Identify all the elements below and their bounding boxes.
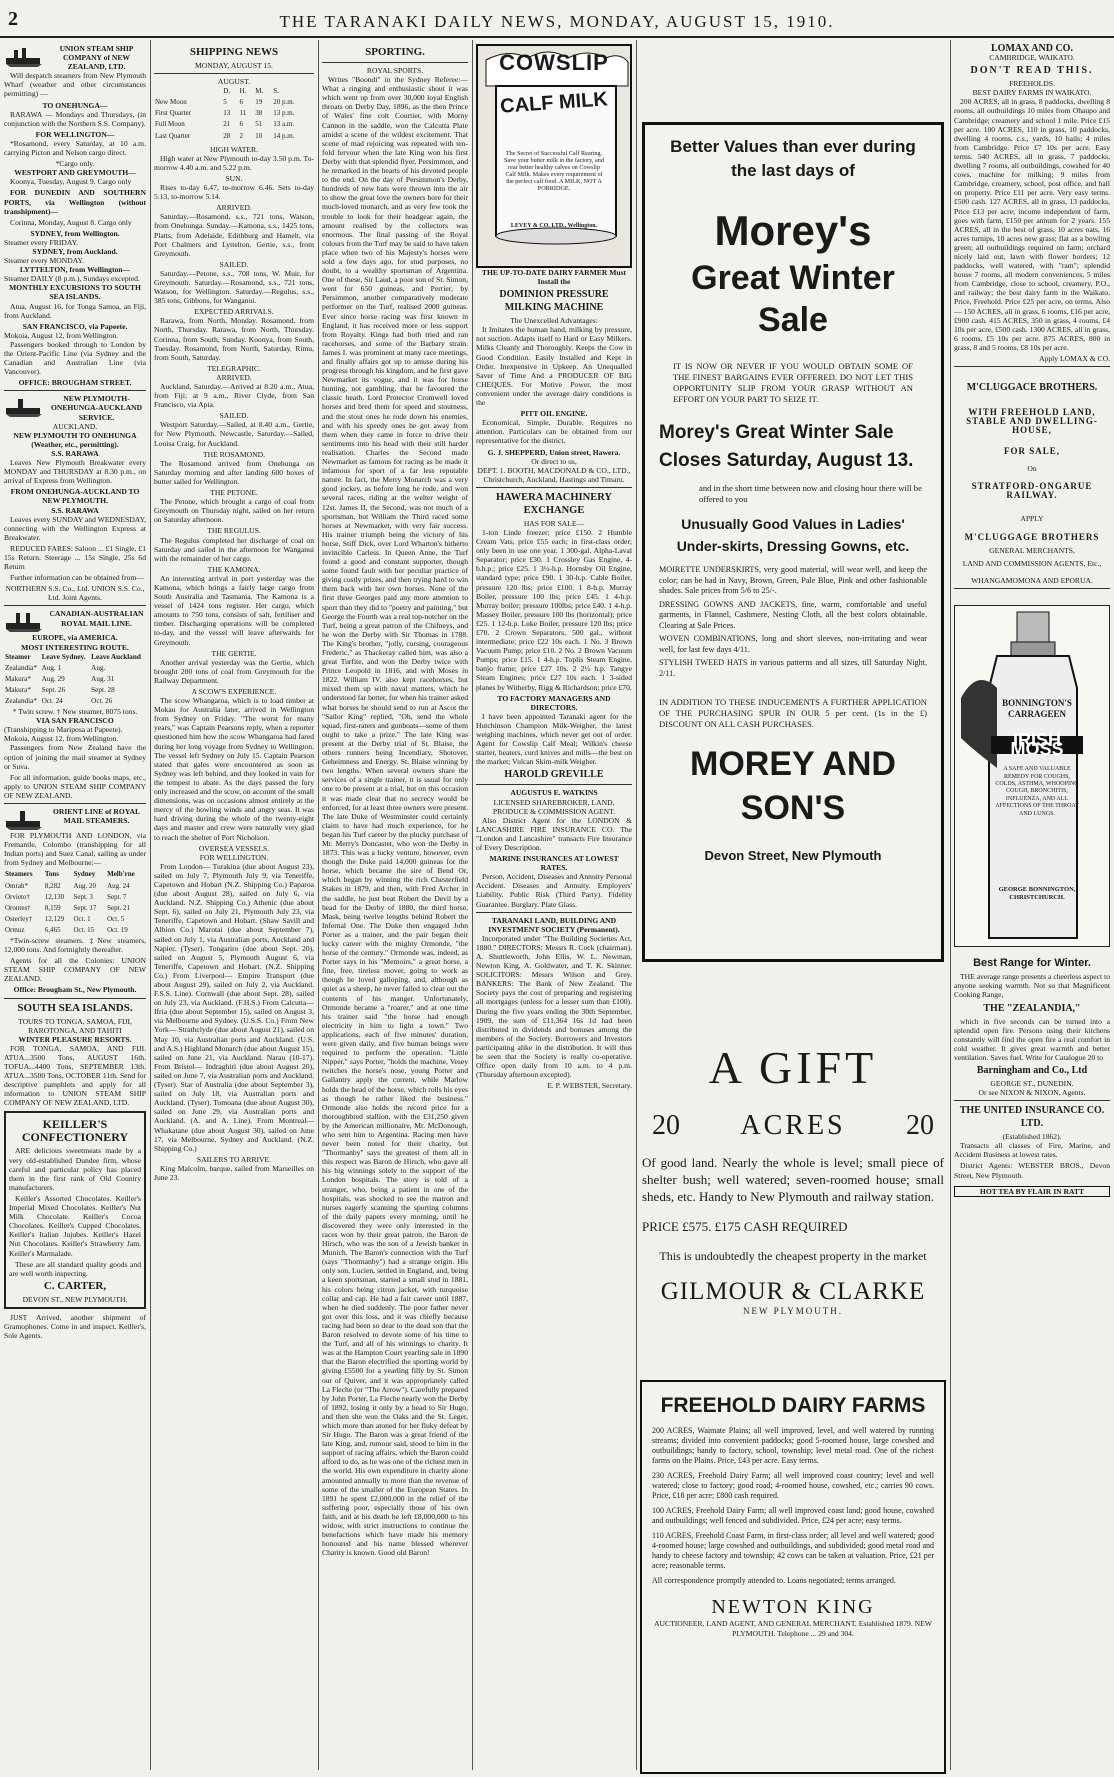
ad-sub: The Unexcelled Advantages: [510,316,598,326]
table-cell: Osterley† [5,914,33,923]
section-text: Westport Saturday.—Sailed, at 8.40 a.m., Gertie, for New Plymouth. Newcastle, Saturday.—Sailed, Louisa Craig, for Auckland. [154,420,314,448]
canadian-schedule-table [4,652,146,707]
union-heading: UNION STEAM SHIP COMPANY of NEW ZEALAND, LTD. [59,44,134,72]
table-cell: Makura* [5,685,31,694]
route-heading: WESTPORT AND GREYMOUTH— [14,168,136,178]
route-text: RARAWA — Mondays and Thursdays, (in conjunction with the Northern S.S. Company). [4,109,146,128]
morey-item: WOVEN COMBINATIONS, long and short sleeves, non-irritating and wear well, for last few days 4/11. [659,634,927,654]
section-heading: ARRIVED. [216,372,252,382]
article-title: ROYAL SPORTS. [366,66,424,75]
best-range-heading: Best Range for Winter. [973,957,1091,970]
office-address: OFFICE: BROUGHAM STREET. [18,378,132,388]
fares: REDUCED FARES: Saloon ... £1 Single, £1 15s Return. Steerage ... 15s Single, 25s 6d Return [4,543,146,572]
cowslip-brand: COWSLIP [499,50,609,75]
united-insurance-heading: THE UNITED INSURANCE CO. LTD. [959,1105,1105,1130]
table-header: Sydney [73,870,96,879]
table-cell: Sept. 28 [91,685,115,694]
table-cell: 19 [255,98,263,107]
month-heading: AUGUST. [217,77,251,87]
table-cell: Aug. 1 [41,663,62,672]
table-cell: 11 [239,109,247,118]
carter-name: C. CARTER, [43,1279,107,1292]
table-row [4,674,146,685]
route-text: For all information, guide books maps, etc., apply to UNION STEAM SHIP COMPANY OF NEW ZEALAND. [4,772,146,800]
section-text: King Malcolm, barque, sailed from Marseilles on June 23. [154,1163,314,1182]
table-cell: Aug. 20 [73,881,97,890]
table-header-row [4,652,146,663]
table-header: Melb'rne [107,870,135,879]
route-text: (Transhipping to Mariposa at Papeete). [4,725,123,735]
section-heading: HIGH WATER. [210,144,258,154]
bonnington-maker: GEORGE BONNINGTON, CHRISTCHURCH. [998,886,1076,902]
morey-intro: IT IS NOW OR NEVER IF YOU WOULD OBTAIN SOME OF THE FINEST BARGAINS EVER OFFERED. DO NOT LET THIS OPPORTUNITY SLIP FROM YOUR GRASP WITHOUT AN EFFORT ON YOUR PART TO SEIZE IT. [673,361,913,404]
dont-read-heading: DON'T READ THIS. [970,65,1094,77]
table-cell: Zealandia* [5,663,37,672]
table-cell: 2 [239,131,243,140]
ad-text: It Imitates the human hand, milking by pressure, not suction. Adapts itself to Hard or Easy Milkers. Milks Cleanly and Thoroughly. Keeps the Cow in Good Condition. Easily Installed and Kept in Order. Inexpensive in Upkeep. An Unequalled Saver of Time And a PRODUCER OF BIG CHEQUES. For Motive Power, the most convenient under the average dairy conditions is the [476,325,632,408]
farm-listing: 100 ACRES, Freehold Dairy Farm; all well improved coast land; good house, cowshed and outbuildings; well fenced and subdivided. Price, £24 per acre; easy terms. [652,1506,934,1525]
column-sporting [318,40,472,1770]
morey-item: DRESSING GOWNS AND JACKETS, fine, warm, comfortable and useful garments, in Flannel, Cashmere, Nesting Cloth, all the best colors obtainable. Clearing at Sale Prices. [659,599,927,630]
route-text: Further information can be obtained from— [10,573,144,583]
section-text: Rises to-day 6.47, to-morrow 6.46. Sets to-day 5.13, to-morrow 5.14. [154,183,314,202]
table-cell: Oct. 19 [107,925,128,934]
table-cell: 13 p.m. [273,109,295,118]
table-header [154,86,222,97]
vessel-name: S.S. RARAWA [51,505,99,515]
lomax-listings: 200 ACRES, all in grass, 8 paddocks, dwelling 8 rooms, all outbuildings 10 miles from Ohaupo and Cambridge; creamery and school 1 mile. Price £15 per acre. 100 ACRES, 110 in grass, 10 paddocks, dwelling 4 rooms, c.s., yards, 10 bails; 4 miles from Cambridge. Price £7 10s per acre. Easy terms. 540 ACRES, all in grass, 7 paddocks, dwelling 7 rooms, all outbuildings, cowshed for 40 cows, machine for milking; 9 miles from Cambridge, creamery, school, post office, and hall on property. Price £11 per acre. Very easy terms. £500 cash. 127 ACRES, all in grass, 13 paddocks, Price £13 per acre; income independent of farm, goes with farm, £150 per annum for 2 years. 155 ACRES, all in the best of grass, 10 acres oats, 16 acres turnips, 10 acres new grass; flat as a bowling green; all outbuildings required on farm; orchard nicely laid out, lawn with flower borders; 12 paddocks, well watered, with "ram"; splendid house 7 rooms, all modern conveniences, 5 miles from Cambridge, close to school, creamery, P.O., and railway; the best dairy farm in the Waikato. Price, Freehold. Price £25 per acre, on terms. Also— 150 ACRES, all in grass, 6 rooms, £16 per acre, £900 cash. 415 ACRES, 350 in grass, 4 rooms, £4 10s per acre, £500 cash. 1300 ACRES, all in grass, 6 rooms, £5 10s per acre. 875 ACRES, 800 in grass, 8 and 5 rooms, £8 10s per acre. [954,97,1110,352]
table-cell: 5 [223,98,227,107]
ad-text: GENERAL MERCHANTS, [989,545,1075,555]
table-cell: 20 p.m. [273,98,295,107]
note: *Cargo only. [55,159,95,169]
table-cell: 6,465 [44,925,61,934]
ad-text: APPLY [1020,513,1044,523]
section-heading: SUN. [225,173,243,183]
table-row [4,892,146,903]
gift-cheapest: This is undoubtedly the cheapest property in the market [659,1249,927,1263]
newton-king-sub: AUCTIONEER, LAND AGENT, AND GENERAL MERCHANT, Established 1879. NEW PLYMOUTH. Telephone ... 29 and 304. [654,1619,932,1638]
table-cell: Last Quarter [155,131,191,140]
gift-acres-number: 20 [652,1110,680,1141]
route-text: Leaves every SUNDAY and WEDNESDAY, connecting with the Wellington Express at Breakwater. [4,514,146,542]
line-heading: CANADIAN-AUSTRALIAN ROYAL MAIL LINE. [49,609,144,628]
society-text: Incorporated under "The Building Societies Act, 1880." DIRECTORS: Messrs R. Cock (chairman), A. Shuttleworth, John Ellis, W. L. Newman, Newton King, A. Goldwater, and T. K. Skinner. SOLICITORS: Messrs Wilson and Grey. BANKERS: The Bank of New Zealand. The Society pays the cost of preparing and registering all mortgages (unless for a lesser sum than £100). During the five years ending the 30th September, 1909, the sum of £11,364 16s 1d had been distributed in dividends and bonuses among the members of the Society. Borrowers and Investors participating alike in the distribution. It will thus be seen that the Society is really co-operative. Office open daily from 10 a.m. to 4 p.m. (Thursday afternoon excepted). [476,933,632,1080]
steamship-icon [4,44,44,68]
table-header: D. [223,87,231,96]
morey-item: STYLISH TWEED HATS in various patterns and all sizes, till Saturday Night, 2/11. [659,658,927,678]
tours-text: TOURS TO TONGA, SAMOA, FIJI, RAROTONGA, AND TAHITI [18,1016,132,1035]
table-cell: 8,282 [44,881,61,890]
table-cell: Orontes† [5,903,31,912]
watkins-name: AUGUSTUS E. WATKINS [510,788,598,798]
section-heading: SAILERS TO ARRIVE. [196,1154,272,1164]
section-heading: SAILED. [219,411,249,421]
hot-tea-footer: HOT TEA BY FLAIR IN RATT [954,1186,1110,1197]
section-heading: SAILED. [219,259,249,269]
vessel-name: S.S. RARAWA [51,448,99,458]
route-text: Corinna, Monday, August 8. Cargo only [10,217,132,227]
route-heading: WINTER PLEASURE RESORTS. [18,1034,132,1044]
table-row [154,119,314,130]
morey-name: Morey's [714,207,872,254]
ad-sub: LICENSED SHAREBROKER, LAND, PRODUCE & COMMISSION AGENT. [492,797,616,816]
table-cell: Aug. 29 [41,674,65,683]
table-cell: Orvieto† [5,892,30,901]
table-row [4,881,146,892]
united-agents: District Agents: WEBSTER BROS., Devon Street, New Plymouth. [954,1161,1110,1180]
irish-moss-ad [954,605,1110,947]
range-text: THE average range presents a cheerless aspect to anyone seeking warmth. Not so that Magnificent Cooking Range, [954,972,1110,1000]
route-heading: NEW PLYMOUTH TO ONEHUNGA (Weather, etc., permitting). [13,430,137,449]
table-cell: Aug. [91,663,106,672]
lomax-apply: Apply LOMAX & CO. [1039,354,1110,363]
gift-acres-line [652,1110,934,1142]
ad-sub: FREEHOLDS. [1009,79,1055,89]
table-cell: 6 [239,120,243,129]
ad-sub: BEST DAIRY FARMS IN WAIKATO. [972,88,1092,98]
keiller-items: Keiller's Assorted Chocolates. Keiller's Imperial Mixed Chocolates. Keiller's Nut Milk Chocolate. Keiller's Cocoa Chocolates. Keiller's Cupped Chocolates. Keiller's Italian Jujubes. Keiller's Hazel Nut Chocolates. Keiller's Strawberry Jam. Keiller's Marmalade. [9,1193,141,1258]
freehold-title: FREEHOLD DAIRY FARMS [660,1394,926,1417]
section-text: The Rosamond arrived from Onehunga on Saturday morning and after landing 600 boxes of butter sailed for Wellington. [154,458,314,486]
morey-discount: IN ADDITION TO THESE INDUCEMENTS A FURTHER APPLICATION OF THE PURCHASING SPUR IN OUR 5 per cent. (1s in the £) DISCOUNT ON ALL CASH PURCHASES. [659,697,927,729]
table-notes: *Twin-screw steamers. ‡New steamers, 12,000 tons. And fortnightly thereafter. [4,935,146,955]
table-cell: 13 a.m. [273,120,295,129]
farm-listing: 200 ACRES, Waimate Plains; all well improved, level, and well watered by running streams; divided into convenient paddocks; good 5-roomed house, large cowshed and outbuildings; handy to factory, school, township; level metal road. One of the richest farms on the Plains. Price, £43 per acre. Easy terms. [652,1426,934,1465]
table-cell: Full Moon [155,120,185,129]
route-text: Atua, August 16, for Tonga Samoa, an Fiji, from Auckland. [4,301,146,320]
table-row [4,914,146,925]
table-row [4,925,146,936]
ad-text: On [1027,464,1037,474]
section-text: Saturday.—Petone, s.s., 708 tons, W. Muir, for Greymouth. Saturday.—Rosamond, s.s., 721 tons, Watson, for Wellington. Saturday.—Regulus, s.s., 385 tons, Gibbons, for Wanganui. [154,268,314,306]
moon-phases-table [154,86,314,141]
table-header-row [4,869,146,880]
freehold-farms-ad [640,1380,946,1774]
newton-king: NEWTON KING [711,1596,875,1618]
cowslip-product: CALF MILK [499,88,609,118]
ad-text: M'CLUGGAGE BROTHERS [964,531,1100,542]
gift-price: PRICE £575. £175 CASH REQUIRED [642,1219,848,1234]
table-cell: 51 [255,120,263,129]
morey-item: MOIRETTE UNDERSKIRTS, very good material, will wear well, and keep the color; can be had in Navy, Brown, Green, Pale Blue, Pink and other fashionable shades. Sale prices from 5/6 to 25/-. [659,565,927,595]
table-cell: 8,159 [44,903,61,912]
route-heading: VIA SAN FRANCISCO [36,716,114,726]
table-notes: * Twin screw. † New steamer, 8075 tons. [12,707,138,717]
ad-text: Or direct to us, [531,456,577,466]
section-heading: THE REGULUS. [207,526,261,536]
south-sea-heading: SOUTH SEA ISLANDS. [17,1001,133,1014]
table-row [154,108,314,119]
table-header: Leave Sydney. [41,652,86,661]
ad-text: WHANGAMOMONA AND EPORUA. [971,576,1093,586]
route-heading: EUROPE, via AMERICA. [32,633,118,643]
service-heading: NEW PLYMOUTH-ONEHUNGA-AUCKLAND SERVICE. [50,394,143,422]
route-text: Koonya, Tuesday, August 9. Cargo only [10,177,132,187]
table-cell: Ormuz [5,925,25,934]
section-text: The scow Whangaroa, which is to load timber at Mokau for Australia later, arrived in Wellington from Sydney on Friday. "The worst for many years," was Captain Pearsons reply, when a reporter questioned him how the scow Whangaroa had fared during her long voyage from Sydney to Wellington. The vessel left Sydney on July 15. Captain Pearson stated that gales were encountered as soon as Sydney was left behind, and they looked in vain for the tempest to abate. As the days passed the fury only increased and the scow, on account of the small dimensions, was on occasions almost entirely at the mercy of the howling winds and angry seas. It was hard driving during the whole of the twenty-eight days and master and crew were naturally very glad to reach the shelter of Port Nicholson. [154,696,314,842]
ad-sub: HAS FOR SALE— [523,518,585,528]
irish-moss-title: IRISH MOSS [991,736,1083,754]
route-heading: FOR WELLINGTON— [35,129,115,139]
section-text: The Petone, which brought a cargo of coal from Greymouth on Thursday night, sailed on her return on Saturday afternoon. [154,497,314,525]
route-heading: LYTTELTON, from Wellington— [19,265,131,275]
barningham-name: Barningham and Co., Ltd [976,1064,1088,1076]
hawera-items: 1-ton Linde freezer; price £150. 2 Humble Cream Vats, price £55 each; in first-class order; only been in use one year. 1 300-gal. Alpha-Laval Separator; price £30. 1 Crossley Gas Engine, 4-b.h.p.; price £25. 1 3½-h.p. Hornsby Oil Engine, standard type; price £90. 1 30-h.p. Cable Boiler, pressure 120 lbs; price £100. 1 8-h.p. Murray Boiler, pressure 100 lbs; price £45. 1 4-h.p. Murray boiler; pressure 100lbs; price £40. 1 4-h.p. Massey Boiler, pressure 100 lbs (horizontal); price £25. 1 12-h.p. Luke Boiler, pressure 120 lbs; price £70. 2 Crown Separators, 500 gal., without intermediate; price £22 10s each. 1 No. 3 Brown Vacuum Pump; price £10. 2 No. 2 Brown Vacuum Pumps; price £15. 1 4-h.p. Toplis Steam Engine, banjo frame; price £27 10s. 2 2½ h.p. Tangye Steam Engines; price £27 10s each. 1 3-sided planes by Witherby, Rigg & Richardson; price £70. [476,527,632,692]
morey-address: Devon Street, New Plymouth [704,848,882,863]
route-text: Passengers from New Zealand have the option of joining the mail steamer at Sydney or Suva. [4,743,146,771]
column-shipping-news [150,40,318,1770]
table-cell: First Quarter [155,109,191,118]
keiller-foot: These are all standard quality goods and are well worth inspecting. [9,1259,141,1278]
route-heading: SYDNEY, from Auckland. [32,246,118,256]
table-row [4,663,146,674]
irish-moss-text: A SAFE AND VALUABLE REMEDY FOR COUGHS, COLDS, ASTHMA, WHOOPING COUGH, BRONCHITIS, INFLUENZA, AND ALL AFFECTIONS OF THE THROAT AND LUNGS. [995,766,1079,817]
table-header: Tons [44,870,60,879]
table-cell: 6 [239,98,243,107]
page-number: 2 [8,8,18,30]
table-cell: Sept. 21 [107,903,131,912]
table-cell: Aug. 24 [107,881,130,890]
cowslip-ad [476,44,632,268]
table-cell: Aug. 31 [91,674,115,683]
cowslip-tin-text: The Secret of Successful Calf Rearing. Save your butter milk in the factory, and rear better healthy calves on Cowslip Calf Milk. Makes every requirement of the perfect calf food. A MILK, NOT A PORRIDGE. [504,150,604,192]
section-heading: ARRIVED. [216,203,252,213]
steamship-icon [4,807,44,831]
table-cell: Oct. 1 [73,914,91,923]
section-heading: OVERSEA VESSELS. [198,843,270,853]
zealandia-text: which in five seconds can be turned into a splendid open fire. Persons using their kitchens constantly will find the open fire a real comfort in cold weather. It gives great warmth and better ventilation. Saves fuel. Write for Catalogue 20 to [954,1016,1110,1062]
steamship-icon [4,394,44,418]
route-text: FOR PLYMOUTH AND LONDON, via Fremantle, Colombo (transhipping for all Indian ports) and Suez Canal, sailing as under from Sydney and Melbourne:— [4,831,146,868]
route-text: FOR TONGA, SAMOA, AND FIJI. ATUA...3500 Tons, AUGUST 16th. TOFUA...4400 Tons, SEPTEMBER 13th. ATUA...3500 Tons, OCTOBER 11th. Send for descriptive pamphlets and apply for all information to UNION STEAM SHIP COMPANY OF NEW ZEALAND, LTD. [4,1043,146,1108]
route-heading: SAN FRANCISCO, via Papeete. [22,321,128,331]
table-cell: Sept. 17 [73,903,97,912]
section-heading: THE PETONE. [210,488,258,498]
cowslip-maker: LEVEY & CO. LTD., Wellington. [510,223,598,229]
route-heading: SYDNEY, from Wellington. [30,228,120,238]
table-row [154,131,314,142]
table-cell: 28 [223,131,231,140]
article-body: Writes "Boondi" in the Sydney Referee:—What a ringing and enthusiastic shout it was which went up from over 30,000 loyal English throats on Derby Day, 1896, as the then Prince of Wales' fine colt Courtier, with Morny Cannon in the saddle, won the Calcutta Plate amidst a scene of the wildest excitement. That scene of mad rejoicing was repeated with ten-fold fervour when the late King won his first Derby with that splendid flyer, Persimmon, and he remarked in the hearts of his devoted people to the end. On the day of Persimmon's Derby, hundreds of new hats were thrown into the air to show the great love the owners bore for their much-loved monarch, and as very few took the trouble to look for their headgear again, the amount realised by the collectors was enormous. The final passing of the Royal colours from the Turf may be said to have taken place when two of his Majesty's horses were sold a few days ago, for stud purposes, no doubt, to a wealthy sportsman of Argentina. One of these, Sir Laud, a poor son of St. Simon, went for 650 guineas, and Perrier, by Persimmon, another comparatively moderate performer on the Turf, realised 2000 guineas. Ever since horse racing was first known in England, it has received more or less support from Royalty. Kings had both tried and ran racehorses, and some of the Barbary strain. James I. was prominent at many race meetings, and finally affairs got up to amuse during his progress through his kingdom, and he first gave Newmarket its vogue, and it was for horse hunting, not gambling, that he favoured the classic heath. Lord Protector Cromwell loved horses and bred them for speed and stoutness, and the stout ones he rode down his enemies, and with his speedy ones he got away from them when they came in force to drive their sentiments into his head with their still harder realisation. Charles the Second made Newmarket as famous for racing as he made it infamous for sport of a far less reputable nature. In fact, the Merry Monarch was a very good jockey, as before long he rode, and won several races, riding at the welter weight of 12st. James II, the Second, was not much of a sportsman, but William the Third raced some horses at Newmarket, with very fair success. His trainer triumph being the victory of his horse, Stiff Dick, over Lord Wharton's hitherto invincible Carless. In Queen Anne, the Turf found a good and constant supporter, though some found fault with her peculiar practice of giving costly prizes, and then trying hard to win them back with her own horses. None of the first three Georges paid any more attention to sport than they did to "poetry and painting," but George the Fourth was a real top-notcher on the Turf, being a great patron of the Chifneys, and he won the Derby with Sir Thomas in 1788. The King's brother, "jolly, cursing, courageous Frederic," as Thackeray called him, was also a great Turfite, and won the Derby twice with Prince Leopold in 1816, and with Moses in 1822. William IV. also kept racehorses, but mixed them up with naval matters, which he understood far better, for when his trainer asked what horses he should send to run at Ascot the "Sailor King" replied, "Oh, send the whole squad, first-raters and gunboats—some of them ought to take a prize." The late King was present at the Derby trial of St. Blaise, the others runners being Incendiary, Shotover, Geheimness and Energy. St. Blaise winning by two lengths. When several owners share the services of a single trainer, it is usual for only one to be present at a trial, but on this occasion it was made clear that no secrecy would be enforced, for at least three owners were present. The late Duke of Westminster could certainly claim to have had much experience, for he began his Turf career by the plucky purchase of Mr. Merry's Doncaster, who won the Derby in 1873. This was a lucky venture, however, even though the Duke paid 14,000 guineas for the horse, which became the sire of Bend Or, which began by winning the rich Chesterfield Stakes in 1879, and then, with Fred Archer in the saddle, he just beat Robert the Devil by a head for the Derby of 1880, the third horse, Mask, being twelve lengths behind Robert the Infernal One. The Duke then engaged John Porter as a trainer, and the pair began their lucky career with the mighty Ormonde, "the horse of the century." Ormonde was, indeed, as Porter says in his "Memoirs," a great horse, a fine, free, tireless mover, going to work as though he loved galloping, and, although as quiet as a sheep, he never failed to clear out the contents of his manger. Unfortunately, Ormonde became a "roarer," and at one time his trainer said "the horse had enough electricity in him to light a town." Two applications, each of five minutes' duration, were given daily, and five human beings were required to perform the operation. "Little Nipper," says Porter, "holds the machine, Vesey twitches the horse's nose, young Porter and Gallantry apply the current, while Marlow holds the head of the horse, which rolls his eyes as though he rather liked the business." Ormonde also holds the record price for a thoroughbred stallion, with the £31,250 given by the American millionaire, Mr. McDonough, who sent him to Argentina. Racing men have never been noted for their charity, but "Thormanby" says the greatest of them all in this respect was Baron de Hirsch, who gave all his big winnings solely to the support of the London hospitals. The story is told of a stranger, who, being a patient in one of the hospitals, was shocked to see the matron and nurses eagerly scanning the sporting columns of the daily papers every morning, until he discovered they were only interested in the races won by their great patron, the Baron de Hirsch, who was the son of a Jewish banker in Munich. The Baron's connection with the Turf (says "Thormanby") had a strange origin. His only son, Lucien, settled in England, and, being a keen sportsman, started a small stud in 1881, his colors being citron jacket, with turquoise collar and cap. He had a fair career until 1887, when he died suddenly. The poor father never got over this loss, and it was chiefly because racing had been so dear to the dead son that the Baron resolved to devote some of his time to the Turf, and all of his winnings to charity. It was at the Hampton Court yearling sale in 1890 that the Baron electrified the sporting world by giving £5500 for a yearling filly by St. Simon out of Quiver, and it was appropriately called La Fleche (or "The Arrow"). Carefully prepared by John Porter, La Fleche nearly won the Derby of 1892, losing it only by a head to Sir Hugo, and then she won the Oaks and the St. Leger, which more than atoned for her fluky defeat by Sir Hugo. The Baron was a great friend of the late King, and, rumour said, stood to him in the support of racing affairs, which the Baron could afford to do, as he was one of the richest men in the world. His own expenditure in charity alone amounted annually to more than the revenue of some of the smaller of the European States. In 1891 he spent £2,000,000 in the relief of the suffering poor, especially those of his own faith, and at his death he left £8,000,000 to his widow, with strict instructions to continue the benefactions which have made his memory honoured and his name blessed wherever Charity is known. Good old Baron! [322,75,468,1558]
table-cell: Oct. 5 [107,914,125,923]
column-dairy-ads [472,40,636,1770]
company-name: DEPT. 1. BOOTH, MACDONALD & CO., LTD., Christchurch, Auckland, Hastings and Timaru. [477,465,631,484]
route-text: Mokoia, August 12, from Wellington. [4,330,119,340]
mcluggage-heading: M'CLUGGACE BROTHERS. [966,382,1098,394]
morey-values-heading: Unusually Good Values in Ladies' Under-skirts, Dressing Gowns, etc. [676,516,910,554]
table-header: M. [255,87,264,96]
column-right-ads [950,40,1114,1770]
route-heading: MOST INTERESTING ROUTE. [21,642,129,652]
sporting-heading: SPORTING. [365,46,425,58]
table-cell: 21 [223,120,231,129]
gift-ad [642,1040,944,1320]
table-cell: Zealandia* [5,697,37,705]
section-text: High water at New Plymouth to-day 3.50 p.m. To-morrow 4.40 a.m. and 5.22 p.m. [154,153,314,172]
service-sub: AUCKLAND. [52,421,98,431]
office-address: Office: Brougham St., New Plymouth. [13,985,137,995]
table-header: S. [273,87,279,96]
section-heading: TELEGRAPHIC. [207,363,261,373]
morey-better-values: Better Values than ever during the last days of [670,137,916,180]
gift-acres-label: ACRES [740,1110,846,1141]
table-cell: 13 [223,109,231,118]
farm-listing: 110 ACRES, Freehold Coast Farm, in first-class order; all level and well watered; good 4-roomed house; large cowshed and outbuildings, and subdivided; good metal road and handy to cheese factory and township; 42 cows can be taken at valuation. Price, £21 per acre; reasonable terms. [652,1531,934,1570]
table-cell: Sept. 7 [107,892,127,901]
table-row [4,696,146,707]
established: (Established 1862). [1002,1132,1062,1142]
ad-text: I have been appointed Taranaki agent for the Hutchinson Champion Milk-Weigher, the latest weighing machines, which never get out of order. Agent for Cowslip Calf Meal; Wilkin's cheese starter, heaters, curd knives and mills—the best on the market; Vulcan Skim-milk Weigher. [476,711,632,767]
society-heading: TARANAKI LAND, BUILDING AND INVESTMENT SOCIETY (Permanent). [488,915,620,934]
table-cell: Oct. 24 [41,697,63,705]
section-text: Another arrival yesterday was the Gertie, which brought 200 tons of coal from Greymouth for the Railway Department. [154,657,314,685]
nixon-agents: Or see NIXON & NIXON, Agents. [978,1088,1086,1098]
lomax-location: CAMBRIDGE, WAIKATO. [989,53,1075,63]
ad-lead: THE UP-TO-DATE DAIRY FARMER Must Install the [481,268,627,287]
section-heading: FOR WELLINGTON. [199,852,269,862]
table-header: H. [239,87,247,96]
route-text: Mokoia, August 12, from Wellington. [4,734,119,744]
ad-text: Person, Accident, Diseases and Annuity Personal Accident. Diseases and Annuity. Employers' Liability. Public Risk (Third Party). Fidelity Guarantee. Burglary. Plate Glass. [476,872,632,909]
morey-sale-title: Great Winter Sale [691,259,895,339]
route-text: Leaves New Plymouth Breakwater every MONDAY and THURSDAY at 8.30 p.m., on arrival of Express from Wellington. [4,458,146,486]
table-cell: Oct. 15 [73,925,95,934]
morey-sale-ad [642,122,944,962]
table-cell: Makura* [5,674,31,683]
pitt-engine-heading: PITT OIL ENGINE. [520,409,588,419]
table-cell: Omrah* [5,881,28,890]
morey-sons: MOREY AND SON'S [690,745,896,827]
route-text: Passengers booked through to London by the Orient-Pacific Line (via Sydney and the Canadian and Australian Line (via Vancouver). [4,339,146,377]
section-heading: THE GERTIE. [211,648,257,658]
keiller-heading: KEILLER'S CONFECTIONERY [21,1117,129,1145]
hawera-heading: HAWERA MACHINERY EXCHANGE [495,491,612,516]
farm-listing: 230 ACRES, Freehold Dairy Farm; all well improved coast country; level and well watered; close to factory; good road; 4-roomed house, cowshed, etc.; carries 90 cows. Price, £18 per acre; £800 cash required. [652,1471,934,1500]
section-heading: A SCOW'S EXPERIENCE. [191,687,277,696]
ad-text: WITH FREEHOLD LAND, STABLE AND DWELLING-HOUSE, [966,407,1098,436]
line-heading: ORIENT LINE of ROYAL MAIL STEAMERS. [52,807,141,826]
section-text: From London— Turakina (due about August 23), sailed on July 7, Plymouth July 9, via Teneriffe, Capetown and Hobart (N.Z. Shipping Co.) Paparoa (due about August 28), sailed on July 6, via Auckland. N.Z. Shipping Co.) Athenic (due about Sept. 6), sailed on July 21, Plymouth July 23, via Teneriffe, Capetown and Hobart. (Shaw Savill and Albion Co.) Marotai (due about September 7), sailed on July 1, via Australian ports, Auckland and Napier. (Tyser). Tongariro (due about Sept. 20), sailed on August 5, Plymouth August 6, via Teneriffe, Capetown and Hobart. (N.Z. Shipping Co.) From Liverpool— Empire Transport (due about August 29), sailed on July 2, via Auckland. F.S.S. Line). Cornwall (due about Sept. 28), sailed on July 23, via Auckland. (F.H.S.) From Calcutta— Ifria (due about September 15), sailed on August 3, via Melbourne and Sydney. (U.S.S. Co.) From New York— Strathclyde (due about August 21), sailed on May 10, via Australian ports and Auckland. (U.S. and A.S.) Highland Monarch (due about August 15), sailed on June 21, via Auckland. Narau (10-17). From Bristol— Indraghiri (due about August 20), sailed on June 7, via Australian ports and Auckland. (Tyser). Star of Australia (due about September 3), sailed on July 18, via Australian ports and Auckland. (Tyser). Tomoana (due about August 30), sailed on June 29, via Australian ports and Auckland. (A. and A. Line). From Montreal— Whakatane (due about August 30), sailed on June 17, via Melbourne, Sydney and Auckland. (N.Z. Shipping Co.) [154,861,314,1153]
table-row [4,903,146,914]
section-text: Saturday.—Rosamond, s.s., 721 tons, Watson, from Onehunga. Sunday.—Kamona, s.s., 1425 tons, Platts, from Adelaide, Edithburg and Hamelt, via Port Chalmers and Lyttelton. Gertie, s.s., from Greymouth. [154,212,314,258]
shipping-news-heading: SHIPPING NEWS [189,46,279,58]
section-text: An interesting arrival in port yesterday was the Kamona, which brings a fairly large cargo from South Australia and Tasmania. The Kamona is a vessel of 1424 tons register. Her cargo, which amounts to 750 tons, consists of salt, fertiliser and timber. Discharging operations will be completed to-day, and the vessel will leave afterwards for Greymouth. [154,573,314,647]
ad-text: LAND AND COMMISSION AGENTS, Etc., [962,559,1102,569]
agents: Agents for all the Colonies: UNION STEAM SHIP COMPANY OF NEW ZEALAND. [4,956,146,984]
section-heading: THE KAMONA. [207,564,261,574]
table-row [4,685,146,696]
section-text: The Regulus completed her discharge of coal on Saturday and sailed in the afternoon for Wanganui with the remainder of her cargo. [154,535,314,563]
keiller-ad [4,1111,146,1308]
union-intro: Will despatch steamers from New Plymouth Wharf (weather and other circumstances permitting) — [4,71,146,99]
secretary-name: E. P. WEBSTER, Secretary. [547,1081,632,1091]
route-text: Steamer every MONDAY. [4,256,84,266]
table-row [154,97,314,108]
table-cell: 38 [255,109,263,118]
table-cell: 12,130 [44,892,65,901]
bonnington-name: BONNINGTON'S CARRAGEEN [1002,698,1072,720]
column-shipping-companies [0,40,150,1770]
masthead [0,0,1114,38]
table-header: Steamers [5,870,33,879]
section-heading: EXPECTED ARRIVALS. [194,307,274,317]
route-heading: TO ONEHUNGA— [42,100,108,110]
section-text: Auckland, Saturday.—Arrived at 8.20 a.m., Atua, from Fiji; at 9 a.m., River Clyde, from San Francisco, via Apia. [154,382,314,410]
greville-name: HAROLD GREVILLE [504,769,604,781]
table-cell: New Moon [155,98,187,107]
ad-heading: TO FACTORY MANAGERS AND DIRECTORS. [497,693,611,712]
freehold-foot: All correspondence promptly attended to. Loans negotiated; terms arranged. [652,1576,896,1585]
newspaper-title: THE TARANAKI DAILY NEWS, MONDAY, AUGUST 15, 1910. [279,12,835,31]
table-cell: Oct. 26 [91,697,113,705]
united-text: Transacts all classes of Fire, Marine, and Accident Business at lowest rates. [954,1141,1110,1160]
zealandia-heading: THE "ZEALANDIA," [983,1002,1081,1014]
orient-schedule-table [4,869,146,936]
table-cell: 12,129 [44,914,65,923]
barningham-address: GEORGE ST., DUNEDIN. [990,1078,1074,1088]
gift-location: NEW PLYMOUTH. [743,1306,843,1316]
section-heading: THE ROSAMOND. [202,449,266,459]
column-rule [636,40,637,1770]
section-text: Rarawa, from North, Monday. Rosamond, from North, Thursday. Rarawa, from North, Thursday. Corinna, from South, Sunday. Koonya, from South, Tuesday. Rosamond, from North, Saturday. Rimu, from South, Saturday. [154,316,314,362]
gilmour-clarke: GILMOUR & CLARKE [660,1278,926,1305]
route-text: Steamer every FRIDAY. [4,237,79,247]
ad-text: Also District Agent for the LONDON & LANCASHIRE FIRE INSURANCE CO. The "London and Lancashire" transacts Fire Insurance of Every Description. [476,815,632,852]
gift-title: A GIFT [708,1042,878,1093]
carter-address: DEVON ST., NEW PLYMOUTH. [22,1294,128,1304]
lomax-name: LOMAX AND CO. [991,43,1073,54]
table-cell: Sept. 26 [41,685,66,694]
table-cell: 10 [255,131,263,140]
table-header-row [154,86,314,97]
date-line: MONDAY, AUGUST 15. [195,61,273,70]
morey-text: and in the short time between now and closing hour there will be offered to you [699,483,922,504]
keiller-text: ARE delicious sweetmeats made by a very old-established Dundee firm, whose careful and particular policy has placed them in the first rank of Old Country manufacturers. [9,1146,141,1192]
gift-acres-number: 20 [906,1110,934,1141]
ad-text: STRATFORD-ONGARUE RAILWAY. [971,480,1093,500]
ad-text: Economical, Simple, Durable. Requires no attention. Particulars can be obtained from our representative for the district, [476,418,632,446]
route-heading: FROM ONEHUNGA-AUCKLAND TO NEW PLYMOUTH. [10,487,140,506]
route-heading: FOR DUNEDIN AND SOUTHERN PORTS, via Wellington (without transhipment)— [4,188,146,216]
route-text: *Rosamond, every Saturday, at 10 a.m. carrying Picton and Nelson cargo direct. [4,138,146,158]
dominion-heading: DOMINION PRESSURE MILKING MACHINE [499,289,609,314]
table-cell: Sept. 3 [73,892,93,901]
gramophones-notice: JUST Arrived, another shipment of Gramophones. Come in and inspect. Keiller's, Sole Agents. [4,1312,146,1341]
morey-closes: Morey's Great Winter Sale Closes Saturday, August 13. [659,422,914,471]
table-cell: 14 p.m. [273,131,295,140]
route-heading: MONTHLY EXCURSIONS TO SOUTH SEA ISLANDS. [9,283,141,302]
table-header: Leave Auckland [91,652,141,661]
ad-text: FOR SALE, [1003,446,1060,457]
agent-name: G. J. SHEPPERD, Union street, Hawera. [487,447,621,457]
steamship-icon [4,609,44,633]
ad-heading: MARINE INSURANCES AT LOWEST RATES. [489,854,619,873]
gift-description: Of good land. Nearly the whole is level; small piece of shelter bush; well watered; seven-roomed house; small sheds, etc. Handy to New Plymouth and railway station. [642,1155,944,1204]
route-text: Steamer DAILY (8 p.m.), Sundays excepted. [4,274,140,284]
table-header: Steamer [5,652,31,661]
joint-agents: NORTHERN S.S. Co., Ltd. UNION S.S. Co., Ltd. Joint Agents. [5,584,145,603]
